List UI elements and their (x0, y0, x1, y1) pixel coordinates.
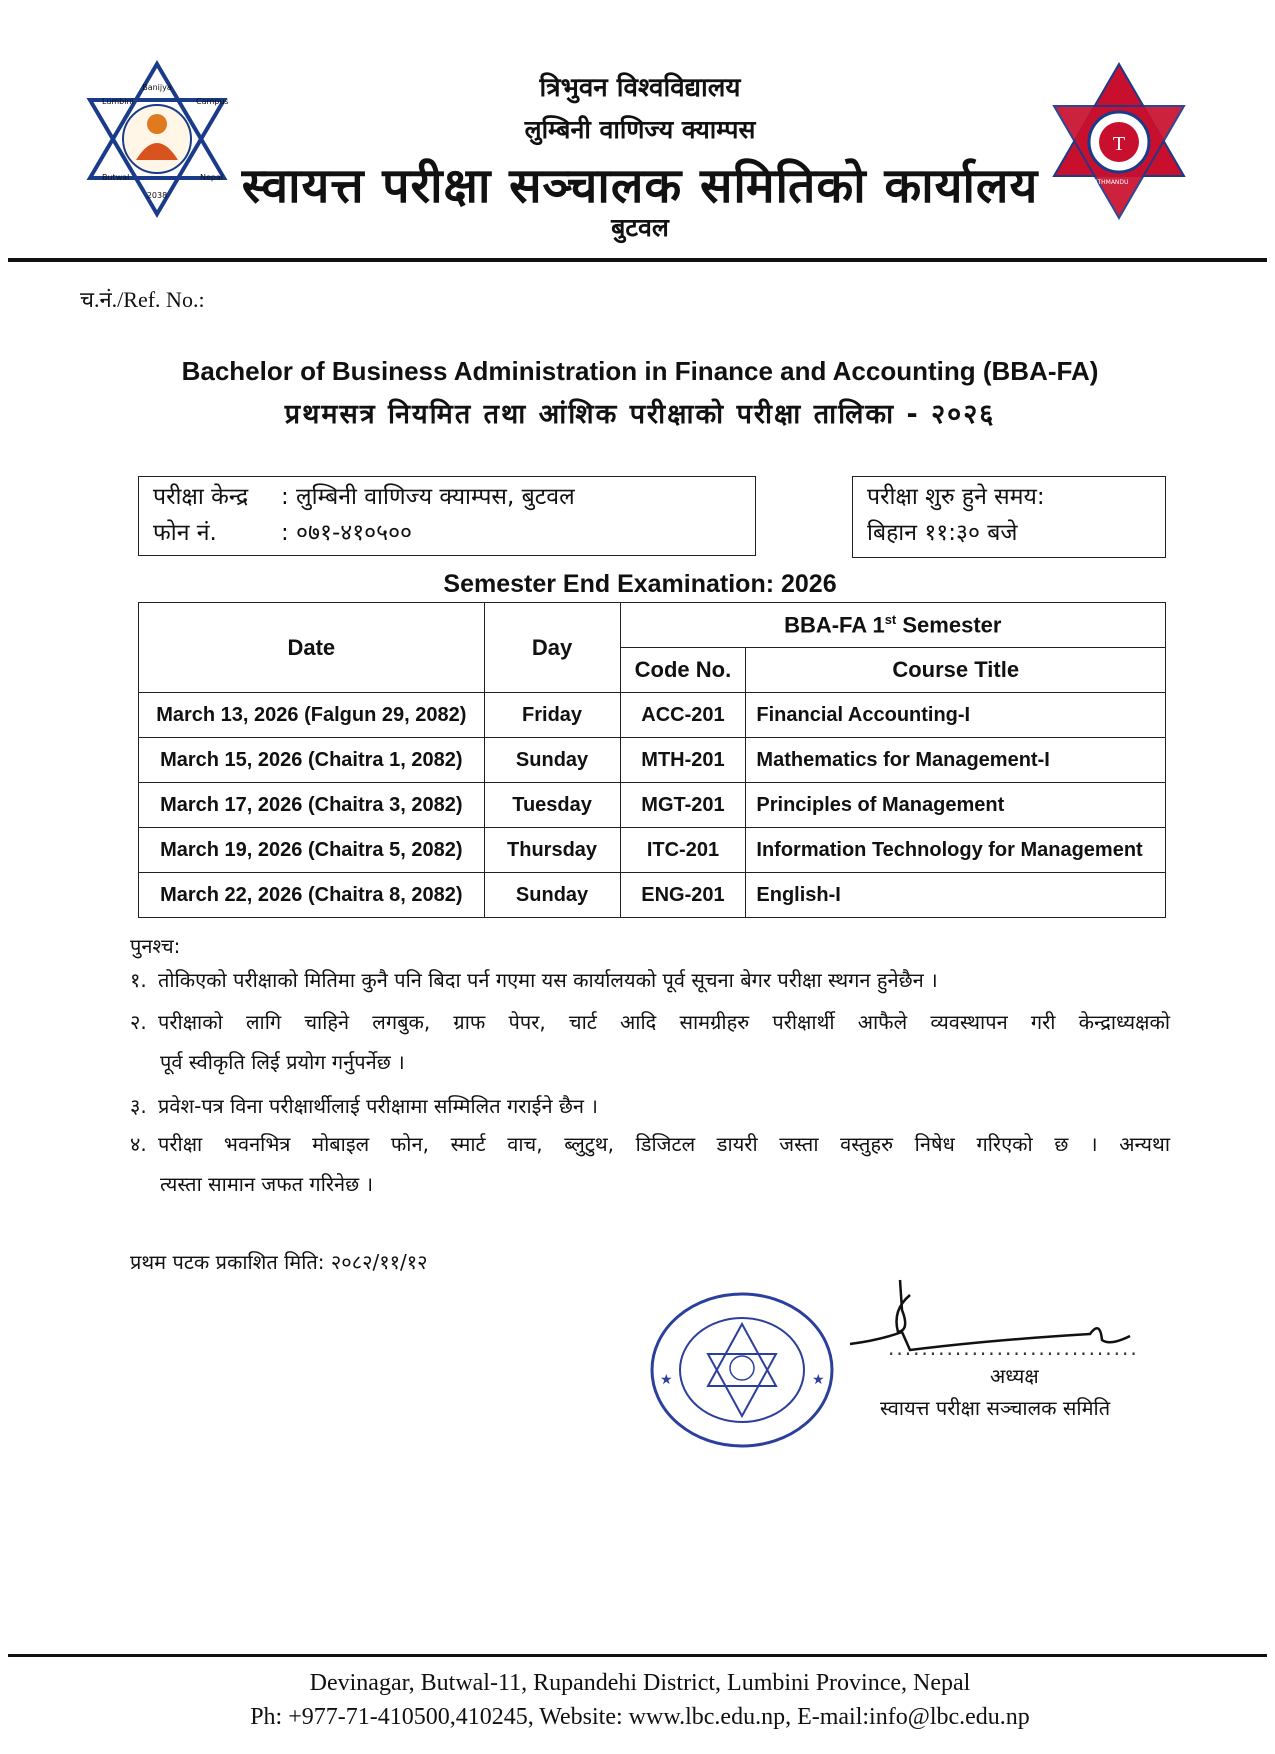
signatory-title: अध्यक्ष (990, 1364, 1039, 1388)
office-name: स्वायत्त परीक्षा सञ्चालक समितिको कार्यालय (241, 158, 1039, 214)
cell-course: Mathematics for Management-I (746, 738, 1166, 783)
note-text: प्रवेश-पत्र विना परीक्षार्थीलाई परीक्षामा सम्मिलित गराईने छैन । (158, 1094, 598, 1118)
cell-course: Information Technology for Management (746, 828, 1166, 873)
note-item (130, 1092, 598, 1119)
cell-course: English-I (746, 873, 1166, 918)
phone-value: : ०७१-४१०५०० (281, 520, 412, 546)
svg-text:NEPAL: NEPAL (1158, 179, 1177, 186)
cell-date: March 19, 2026 (Chaitra 5, 2082) (139, 828, 485, 873)
note-number: ३. (130, 1094, 147, 1118)
table-row (139, 783, 1166, 828)
tribhuvan-university-logo-icon (1050, 60, 1188, 222)
cell-date: March 15, 2026 (Chaitra 1, 2082) (139, 738, 485, 783)
cell-day: Sunday (484, 873, 620, 918)
header-divider (8, 258, 1267, 262)
footer-address: Devinagar, Butwal-11, Rupandehi District, Lumbini Province, Nepal (309, 1670, 971, 1696)
program-title: Bachelor of Business Administration in Finance and Accounting (BBA-FA) (181, 356, 1099, 386)
svg-text:Nepal: Nepal (200, 173, 224, 182)
svg-text:Butwal: Butwal (102, 173, 130, 182)
cell-day: Tuesday (484, 783, 620, 828)
exam-center-box (138, 476, 756, 556)
footer-divider (8, 1654, 1267, 1657)
cell-course: Principles of Management (746, 783, 1166, 828)
cell-course: Financial Accounting-I (746, 693, 1166, 738)
campus-name: लुम्बिनी वाणिज्य क्याम्पस (524, 115, 756, 144)
phone-label: फोन नं. (153, 520, 217, 546)
cell-day: Sunday (484, 738, 620, 783)
footer-contact: Ph: +977-71-410500,410245, Website: www.lbc.edu.np, E-mail:info@lbc.edu.np (250, 1704, 1030, 1730)
cell-code: MTH-201 (620, 738, 746, 783)
cell-date: March 22, 2026 (Chaitra 8, 2082) (139, 873, 485, 918)
cell-code: ACC-201 (620, 693, 746, 738)
university-name: त्रिभुवन विश्वविद्यालय (539, 73, 741, 103)
svg-text:T: T (1112, 133, 1126, 155)
table-row (139, 738, 1166, 783)
city-name: बुटवल (611, 213, 669, 242)
schedule-title: प्रथमसत्र नियमित तथा आंशिक परीक्षाको परीक्षा तालिका - २०२६ (284, 399, 996, 430)
cell-day: Thursday (484, 828, 620, 873)
time-value: बिहान ११:३० बजे (867, 520, 1018, 546)
office-seal-icon (646, 1288, 838, 1452)
cell-code: ENG-201 (620, 873, 746, 918)
note-number: १. (130, 968, 147, 992)
cell-code: ITC-201 (620, 828, 746, 873)
note-text: परीक्षाको लागि चाहिने लगबुक, ग्राफ पेपर, चार्ट आदि सामग्रीहरु परीक्षार्थी आफैले व्यवस्थापन गरी केन्द्राध्यक्षको (158, 1010, 1170, 1034)
header-day: Day (484, 603, 620, 693)
table-row (139, 873, 1166, 918)
campus-logo-icon (78, 60, 236, 218)
svg-text:Lumbini: Lumbini (102, 97, 134, 106)
cell-day: Friday (484, 693, 620, 738)
semester-heading: Semester End Examination: 2026 (443, 570, 837, 598)
svg-text:Banijya: Banijya (142, 83, 172, 92)
note-item (130, 966, 938, 993)
signatory-organization: स्वायत्त परीक्षा सञ्चालक समिति (880, 1396, 1111, 1420)
note-continuation: त्यस्ता सामान जफत गरिनेछ । (160, 1172, 374, 1196)
signature-line: .............................. (888, 1336, 1139, 1360)
cell-date: March 17, 2026 (Chaitra 3, 2082) (139, 783, 485, 828)
note-item (130, 1008, 1170, 1035)
svg-text:★: ★ (660, 1372, 673, 1388)
published-date: प्रथम पटक प्रकाशित मिति: २०८२/११/१२ (130, 1250, 428, 1274)
header-semester-group: BBA-FA 1st Semester (620, 603, 1165, 648)
header-course: Course Title (746, 648, 1166, 693)
header-code: Code No. (620, 648, 746, 693)
reference-number: च.नं./Ref. No.: (80, 287, 205, 312)
note-text: तोकिएको परीक्षाको मितिमा कुनै पनि बिदा पर्न गएमा यस कार्यालयको पूर्व सूचना बेगर परीक्षा स्थगन हुनेछैन । (158, 968, 938, 992)
svg-text:2038: 2038 (146, 191, 168, 200)
cell-code: MGT-201 (620, 783, 746, 828)
exam-time-box (852, 476, 1166, 558)
note-number: २. (130, 1010, 147, 1034)
svg-text:★: ★ (812, 1372, 825, 1388)
time-label: परीक्षा शुरु हुने समय: (867, 484, 1045, 510)
note-continuation: पूर्व स्वीकृति लिई प्रयोग गर्नुपर्नेछ । (160, 1050, 405, 1074)
note-number: ४. (130, 1132, 147, 1156)
note-text: परीक्षा भवनभित्र मोबाइल फोन, स्मार्ट वाच, ब्लुटुथ, डिजिटल डायरी जस्ता वस्तुहरु निषेध गरिएको छ । अन्यथा (158, 1132, 1170, 1156)
center-value: : लुम्बिनी वाणिज्य क्याम्पस, बुटवल (281, 484, 575, 510)
cell-date: March 13, 2026 (Falgun 29, 2082) (139, 693, 485, 738)
table-row (139, 693, 1166, 738)
svg-text:Campus: Campus (196, 97, 229, 106)
exam-schedule-table (138, 602, 1166, 918)
notes-heading: पुनश्च: (130, 934, 181, 958)
note-item (130, 1130, 1170, 1157)
header-date: Date (139, 603, 485, 693)
table-row (139, 828, 1166, 873)
svg-text:KATHMANDU: KATHMANDU (1090, 179, 1129, 186)
center-label: परीक्षा केन्द्र (153, 484, 249, 510)
